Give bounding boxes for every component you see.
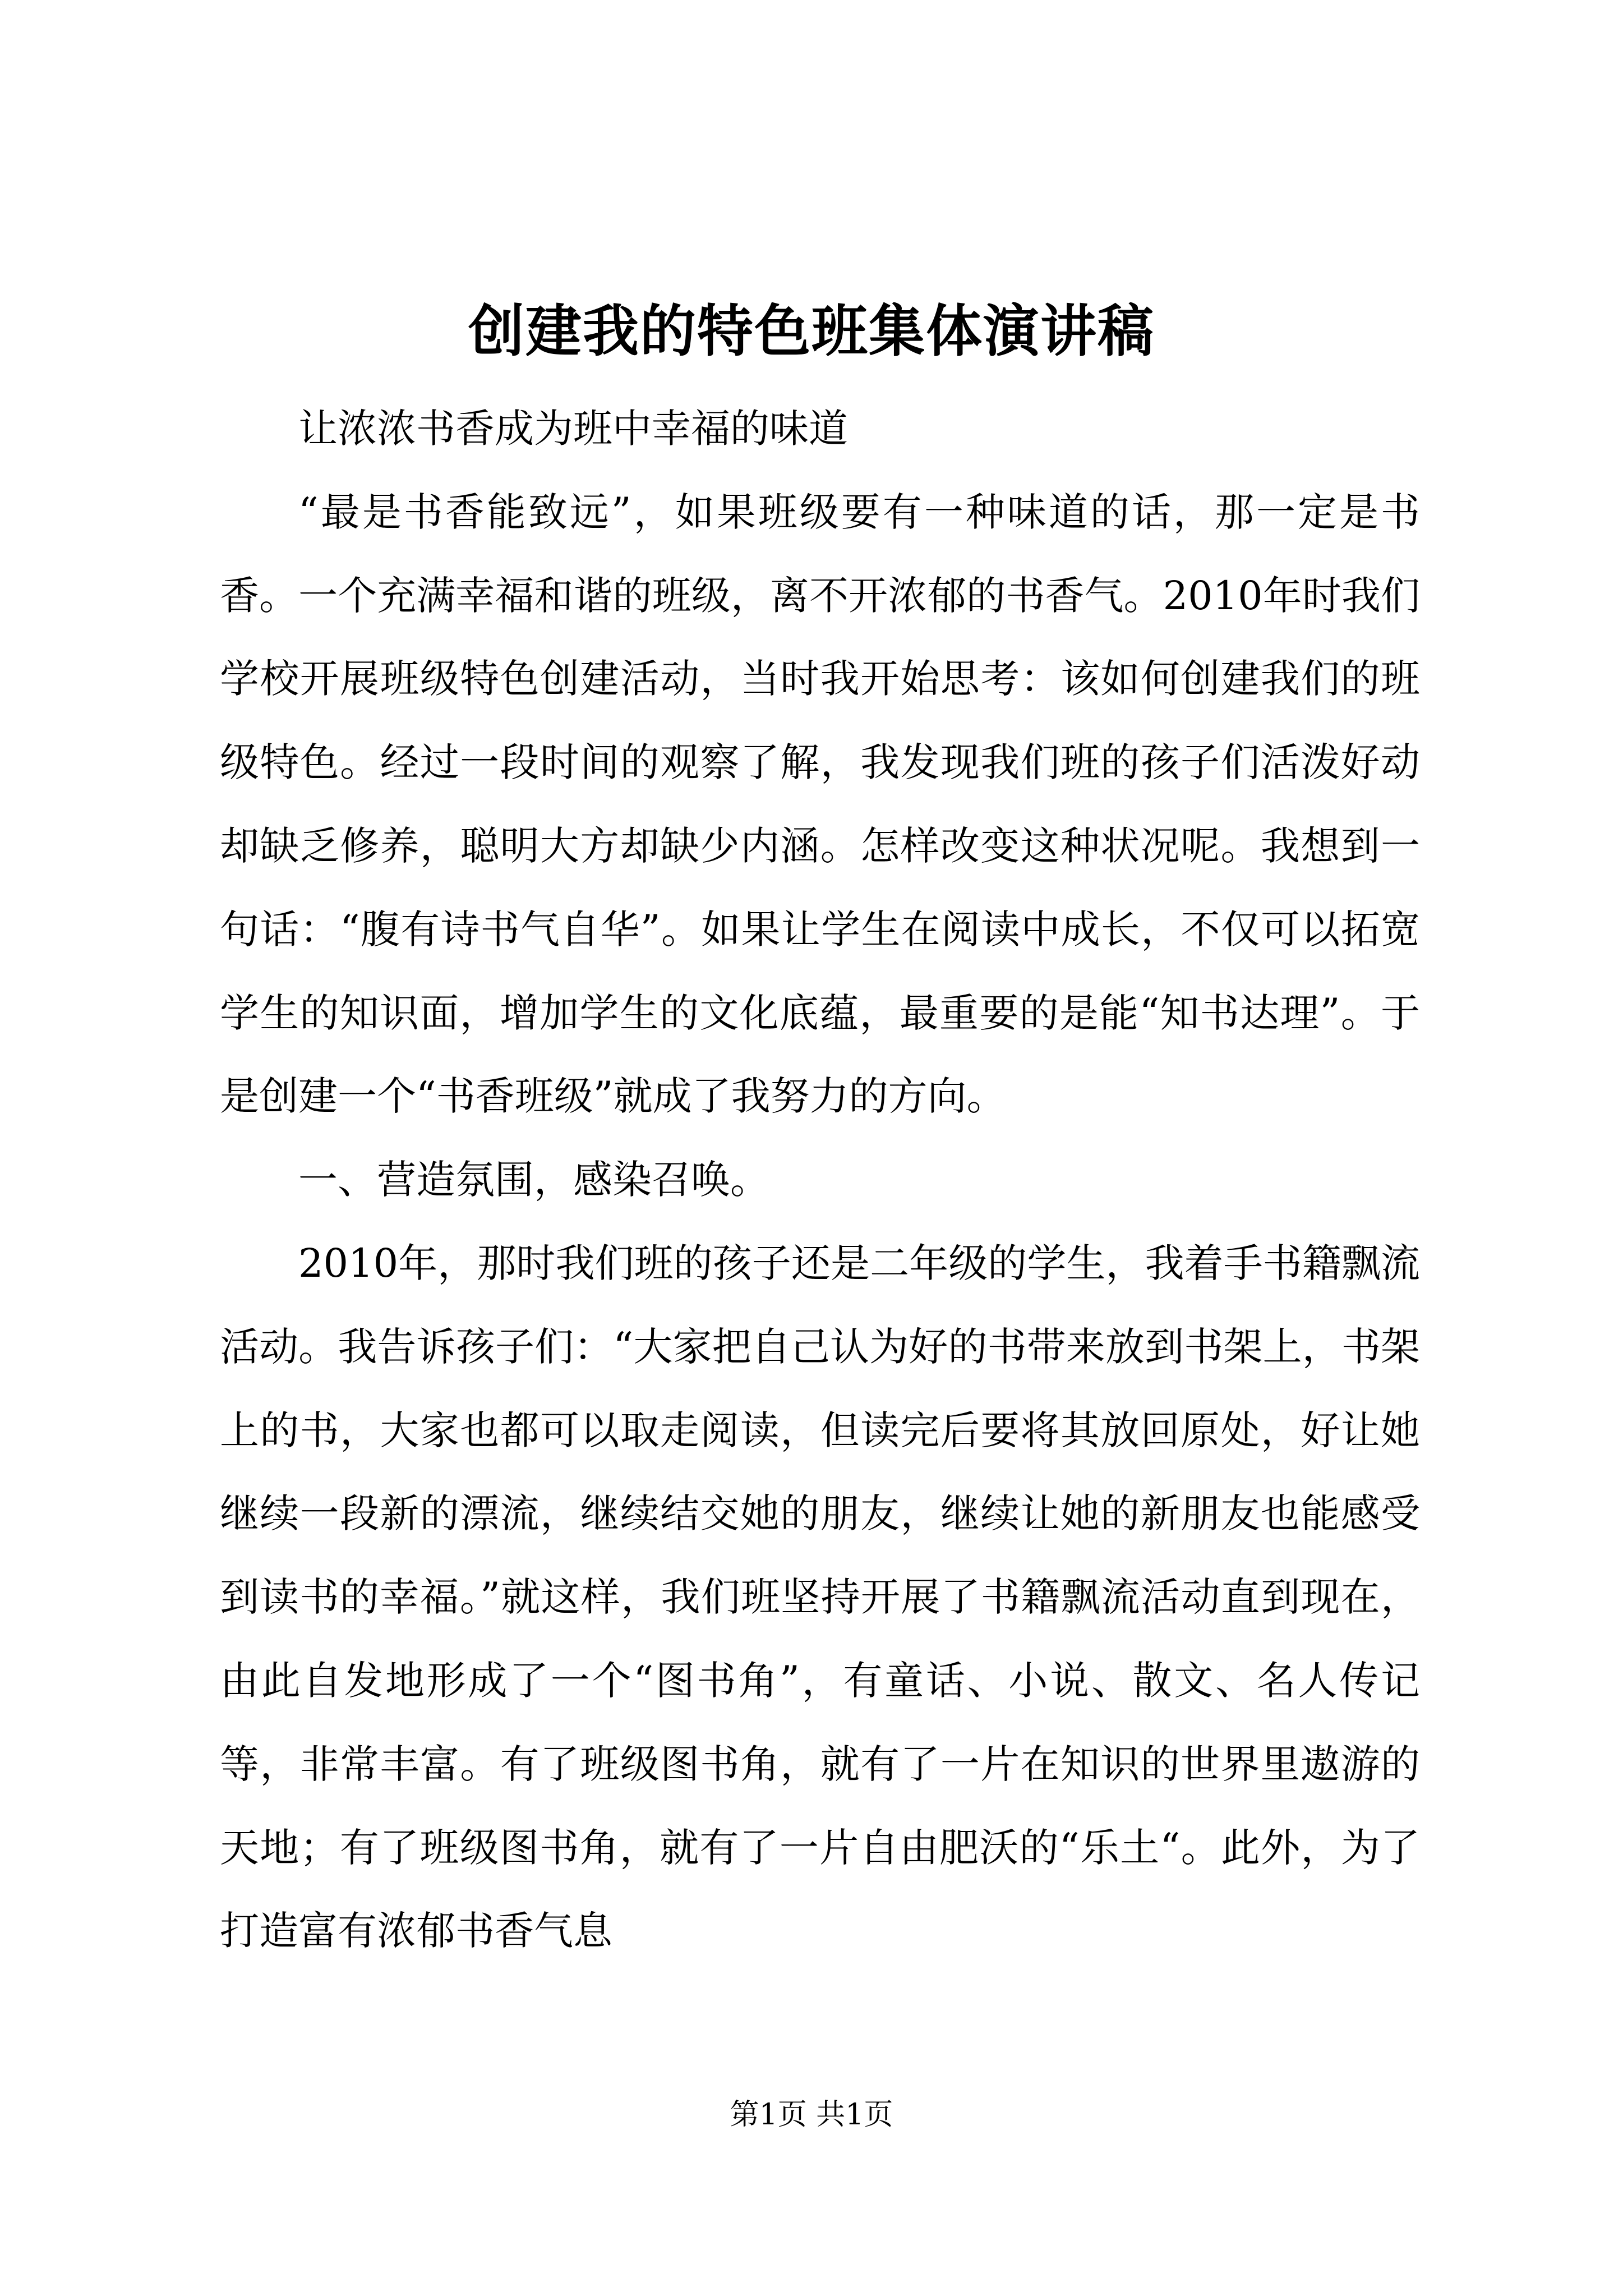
body-paragraph-intro: “最是书香能致远”，如果班级要有一种味道的话，那一定是书香。一个充满幸福和谐的班级，离不开浓郁的书香气。2010年时我们学校开展班级特色创建活动，当时我开始思考：该如何创建我们的班级特色。经过一段时间的观察了解，我发现我们班的孩子们活泼好动却缺乏修养，聪明大方却缺少内涵。怎样改变这种状况呢。我想到一句话：“腹有诗书气自华”。如果让学生在阅读中成长，不仅可以拓宽学生的知识面，增加学生的文化底蕴，最重要的是能“知书达理”。于是创建一个“书香班级”就成了我努力的方向。 <box>220 489 1420 1120</box>
section-heading-1: 一、营造氛围，感染召唤。 <box>298 1157 769 1203</box>
document-title: 创建我的特色班集体演讲稿 <box>468 298 1155 364</box>
page-footer: 第1页 共1页 <box>730 2098 893 2132</box>
subtitle-paragraph: 让浓浓书香成为班中幸福的味道 <box>298 406 848 452</box>
document-body <box>220 387 1420 1973</box>
body-paragraph-section-1: 2010年，那时我们班的孩子还是二年级的学生，我着手书籍飘流活动。我告诉孩子们：“大家把自己认为好的书带来放到书架上，书架上的书，大家也都可以取走阅读，但读完后要将其放回原处，好让她继续一段新的漂流，继续结交她的朋友，继续让她的新朋友也能感受到读书的幸福。”就这样，我们班坚持开展了书籍飘流活动直到现在，由此自发地形成了一个“图书角”，有童话、小说、散文、名人传记等，非常丰富。有了班级图书角，就有了一片在知识的世界里遨游的天地；有了班级图书角，就有了一片自由肥沃的“乐土“。此外，为了打造富有浓郁书香气息 <box>220 1240 1420 1954</box>
